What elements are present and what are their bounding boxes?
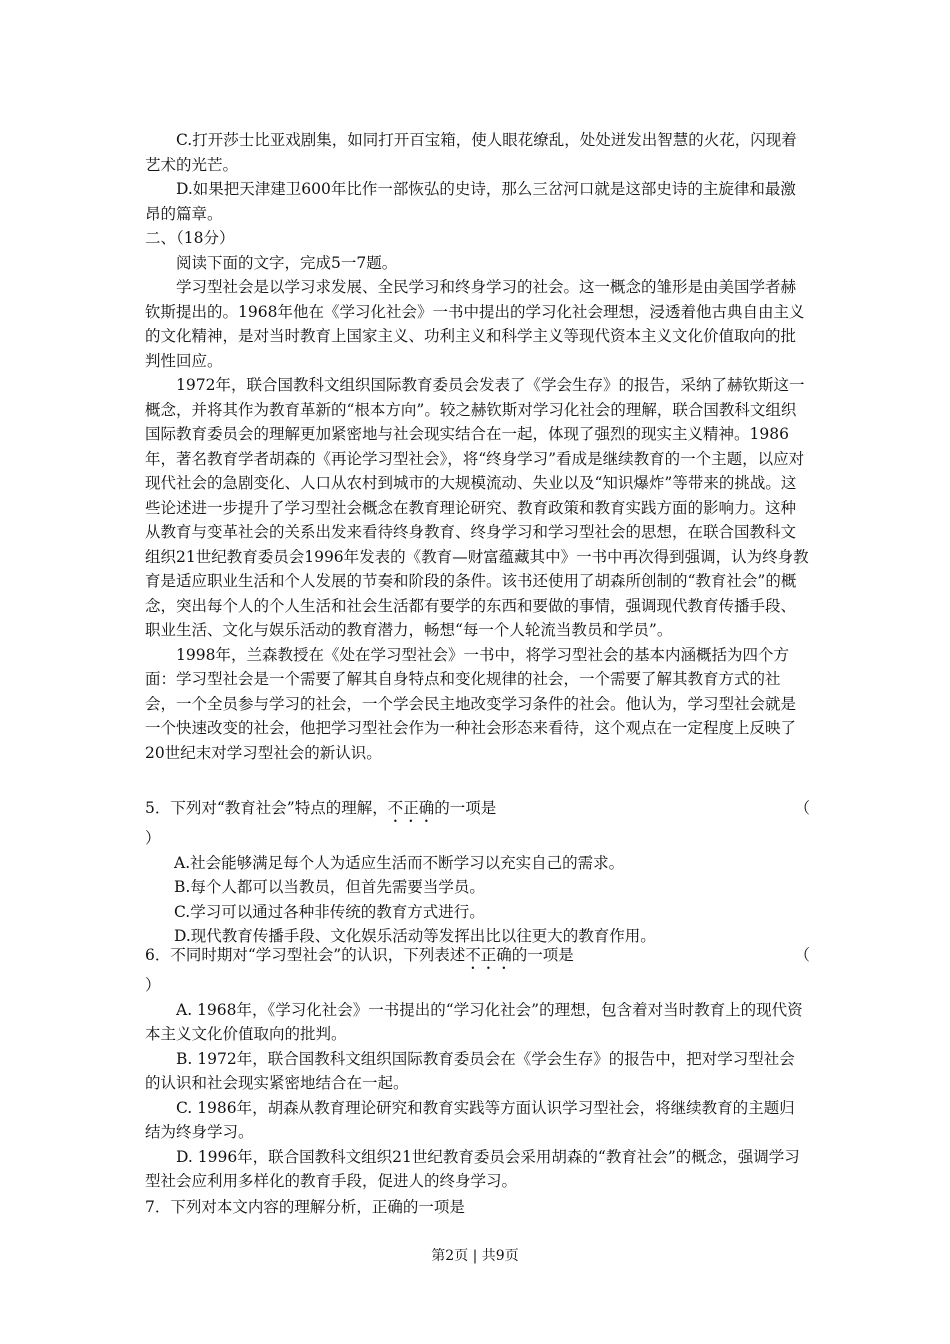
question-5 (145, 796, 810, 949)
q6-option-b: B. 1972年，联合国教科文组织国际教育委员会在《学会生存》的报告中，把对学习型社会的认识和社会现实紧密地结合在一起。 (145, 1049, 795, 1092)
question-6-stem: 6．不同时期对“学习型社会”的认识，下列表述不正确的一项是 （ (145, 943, 810, 973)
answer-paren-close: ） (145, 829, 161, 847)
previous-question-options (145, 128, 810, 226)
q5-option-b: B.每个人都可以当教员，但首先需要当学员。 (174, 878, 485, 896)
q6-option-d: D. 1996年，联合国教科文组织21世纪教育委员会采用胡森的“教育社会”的概念，强调学习型社会应利用多样化的教育手段，促进人的终身学习。 (145, 1147, 800, 1190)
passage-paragraph-3: 1998年，兰森教授在《处在学习型社会》一书中，将学习型社会的基本内涵概括为四个方面：学习型社会是一个需要了解其自身特点和变化规律的社会，一个需要了解其教育方式的社会，一个全员参与学习的社会，一个学会民主地改变学习条件的社会。他认为，学习型社会就是一个快速改变的社会，他把学习型社会作为一种社会形态来看待，这个观点在一定程度上反映了20世纪末对学习型社会的新认识。 (145, 645, 797, 762)
section-header: 二、（18分） (145, 229, 235, 247)
question-5-stem: 5．下列对“教育社会”特点的理解，不正确的一项是 （ (145, 796, 810, 826)
answer-paren-open: （ (794, 799, 810, 817)
emphasis-not-correct: 不正确 (465, 946, 512, 964)
answer-paren-close: ） (145, 976, 161, 994)
passage-paragraph-1: 学习型社会是以学习求发展、全民学习和终身学习的社会。这一概念的雏形是由美国学者赫钦斯提出的。1968年他在《学习化社会》一书中提出的学习化社会理想，浸透着他古典自由主义的文化精神，是对当时教育上国家主义、功利主义和科学主义等现代资本主义文化价值取向的批判性回应。 (145, 278, 805, 370)
option-c-prev: C.打开莎士比亚戏剧集，如同打开百宝箱，使人眼花缭乱，处处迸发出智慧的火花，闪现着艺术的光芒。 (145, 131, 797, 174)
q6-option-c: C. 1986年，胡森从教育理论研究和教育实践等方面认识学习型社会，将继续教育的主题归结为终身学习。 (145, 1098, 795, 1141)
q5-option-c: C.学习可以通过各种非传统的教育方式进行。 (174, 902, 485, 921)
emphasis-not-correct: 不正确 (387, 799, 435, 817)
option-d-prev: D.如果把天津建卫600年比作一部恢弘的史诗，那么三岔河口就是这部史诗的主旋律和最激昂的篇章。 (145, 180, 796, 223)
question-7 (145, 1195, 810, 1220)
reading-instruction: 阅读下面的文字，完成5一7题。 (176, 253, 398, 272)
section-two (145, 226, 810, 765)
question-6 (145, 943, 810, 1194)
question-7-stem: 7．下列对本文内容的理解分析，正确的一项是 (145, 1198, 465, 1216)
q5-option-a: A.社会能够满足每个人为适应生活而不断学习以充实自己的需求。 (174, 853, 625, 872)
passage-paragraph-2: 1972年，联合国教科文组织国际教育委员会发表了《学会生存》的报告，采纳了赫钦斯这一概念，并将其作为教育革新的“根本方向”。较之赫钦斯对学习化社会的理解，联合国教科文组织国际教育委员会的理解更加紧密地与社会现实结合在一起，体现了强烈的现实主义精神。1986年，著名教育学者胡森的《再论学习型社会》，将“终身学习”看成是继续教育的一个主题，以应对现代社会的急剧变化、人口从农村到城市的大规模流动、失业以及“知识爆炸”等带来的挑战。这些论述进一步提升了学习型社会概念在教育理论研究、教育政策和教育实践方面的影响力。这种从教育与变革社会的关系出发来看待终身教育、终身学习和学习型社会的思想，在联合国教科文组织21世纪教育委员会1996年发表的《教育—财富蕴藏其中》一书中再次得到强调，认为终身教育是适应职业生活和个人发展的节奏和阶段的条件。该书还使用了胡森所创制的“教育社会”的概念，突出每个人的个人生活和社会生活都有要学的东西和要做的事情，强调现代教育传播手段、职业生活、文化与娱乐活动的教育潜力，畅想“每一个人轮流当教员和学员”。 (145, 376, 809, 639)
answer-paren-open: （ (794, 946, 810, 964)
q5-option-d: D.现代教育传播手段、文化娱乐活动等发挥出比以往更大的教育作用。 (174, 927, 656, 945)
page-footer: 第2页 | 共9页 (431, 1248, 519, 1264)
q6-option-a: A. 1968年，《学习化社会》一书提出的“学习化社会”的理想，包含着对当时教育上的现代资本主义文化价值取向的批判。 (145, 1000, 803, 1043)
